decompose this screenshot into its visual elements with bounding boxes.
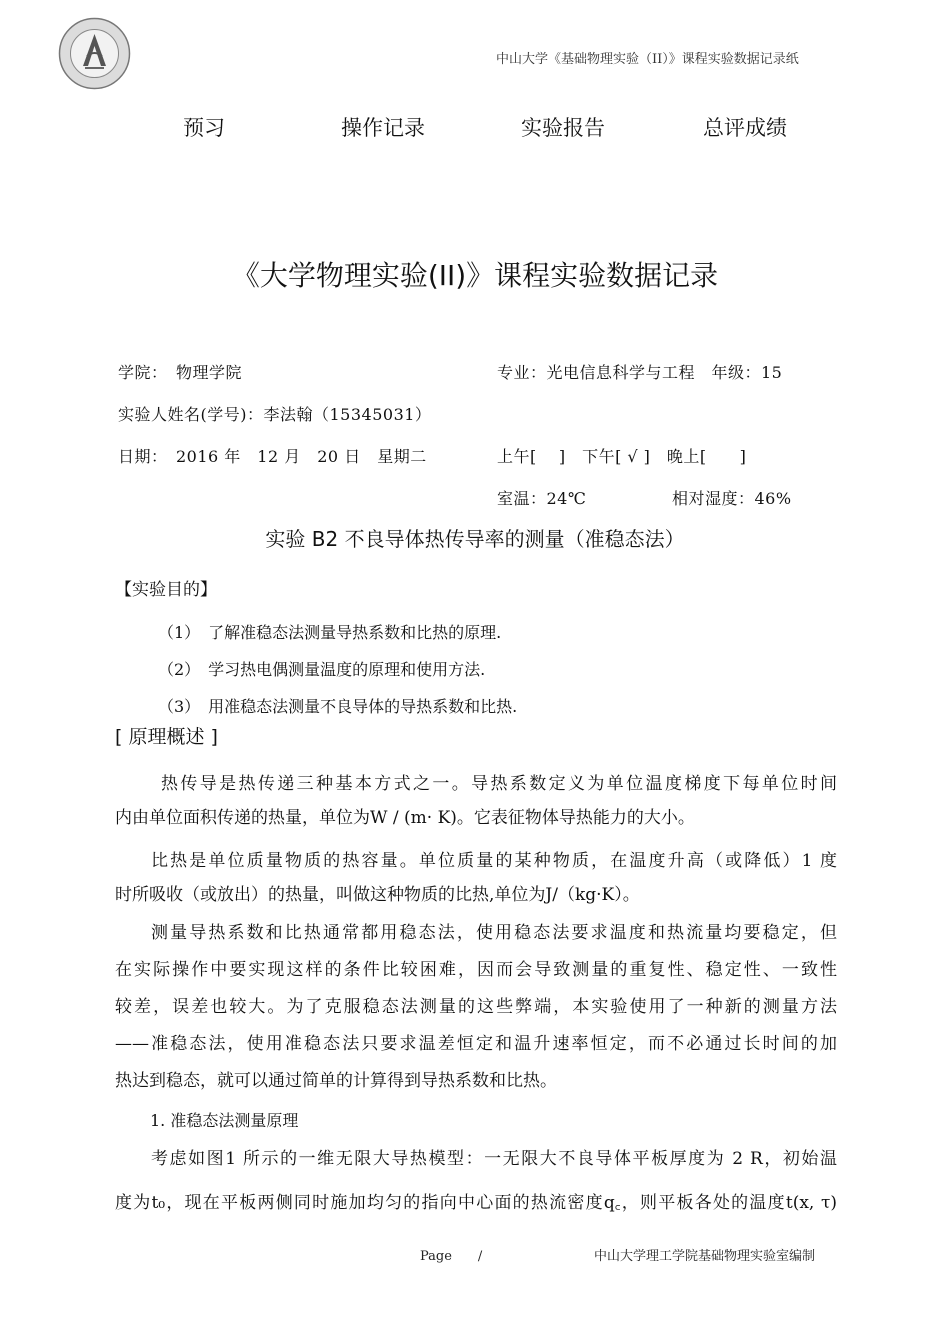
info-college: 学院： 物理学院	[118, 363, 243, 382]
paragraph-line: 时所吸收（或放出）的热量，叫做这种物质的比热,单位为J/（kg·K）。	[115, 885, 640, 905]
section-heading-objective: 【实验目的】	[115, 580, 217, 600]
paragraph-line: 较差，误差也较大。为了克服稳态法测量的这些弊端，本实验使用了一种新的测量方法	[115, 997, 837, 1017]
paragraph-line: 测量导热系数和比热通常都用稳态法，使用稳态法要求温度和热流量均要稳定，但	[151, 923, 837, 943]
info-session: 上午[ ] 下午[ √ ] 晚上[ ]	[497, 447, 747, 466]
footer-page-number: Page /	[420, 1249, 483, 1264]
paragraph-line: 考虑如图1 所示的一维无限大导热模型：一无限大不良导体平板厚度为 2 R，初始温	[151, 1149, 837, 1169]
info-date: 日期： 2016 年 12 月 20 日 星期二	[118, 447, 427, 466]
experiment-title: 实验 B2 不良导体热传导率的测量（准稳态法）	[265, 527, 685, 551]
paragraph-line: 比热是单位质量物质的热容量。单位质量的某种物质，在温度升高（或降低）1 度	[151, 851, 837, 871]
section-heading-principle: [ 原理概述 ]	[115, 726, 218, 748]
paragraph-line: 热传导是热传递三种基本方式之一。导热系数定义为单位温度梯度下每单位时间	[161, 774, 837, 794]
info-major-grade: 专业：光电信息科学与工程 年级：15	[497, 363, 783, 382]
header-document-title: 中山大学《基础物理实验（II）》课程实验数据记录纸	[496, 52, 799, 67]
objective-item: （2） 学习热电偶测量温度的原理和使用方法.	[158, 660, 486, 679]
paragraph-line: 热达到稳态，就可以通过简单的计算得到导热系数和比热。	[115, 1071, 557, 1091]
paragraph-line: 度为t₀，现在平板两侧同时施加均匀的指向中心面的热流密度q꜀，则平板各处的温度t(x, τ)	[115, 1193, 837, 1213]
paragraph-line: 内由单位面积传递的热量，单位为W / (m· K)。它表征物体导热能力的大小。	[115, 808, 695, 828]
grade-label-operation: 操作记录	[341, 116, 425, 140]
university-seal-logo	[57, 16, 132, 91]
paragraph-line: ——准稳态法，使用准稳态法只要求温差恒定和温升速率恒定，而不必通过长时间的加	[115, 1034, 837, 1054]
grade-label-total: 总评成绩	[703, 116, 787, 140]
subsection-heading: 1. 准稳态法测量原理	[150, 1111, 299, 1130]
info-room-temperature: 室温：24℃	[497, 489, 587, 508]
paragraph-line: 在实际操作中要实现这样的条件比较困难，因而会导致测量的重复性、稳定性、一致性	[115, 960, 837, 980]
grade-label-preview: 预习	[183, 116, 225, 140]
info-student-name: 实验人姓名(学号)：李法翰（15345031）	[118, 405, 432, 424]
objective-item: （3） 用准稳态法测量不良导体的导热系数和比热.	[158, 697, 518, 716]
footer-credit: 中山大学理工学院基础物理实验室编制	[594, 1249, 816, 1264]
grade-label-report: 实验报告	[521, 116, 605, 140]
objective-item: （1） 了解准稳态法测量导热系数和比热的原理.	[158, 623, 502, 642]
page-title: 《大学物理实验(II)》课程实验数据记录	[231, 259, 719, 292]
info-humidity: 相对湿度：46%	[672, 489, 792, 508]
